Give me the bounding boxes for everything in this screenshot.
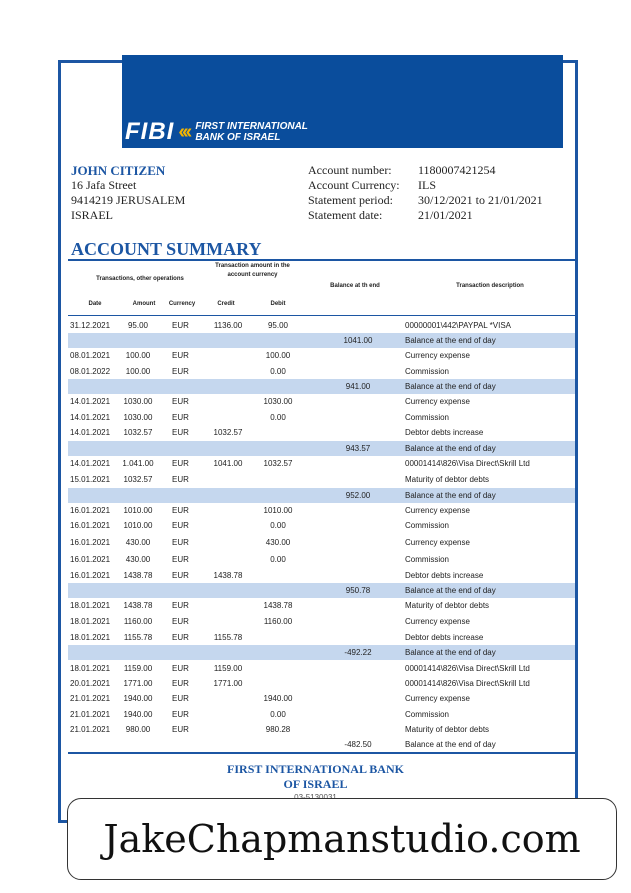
- cell-currency: EUR: [172, 601, 189, 610]
- cell-date: 08.01.2021: [70, 351, 111, 360]
- cell-desc: Debtor debts increase: [405, 571, 484, 580]
- cell-currency: EUR: [172, 538, 189, 547]
- cell-debit: 0.00: [270, 710, 286, 719]
- cell-amount: 1032.57: [123, 475, 153, 484]
- account-number-row: [308, 163, 543, 178]
- logo-name-line2: BANK OF ISRAEL: [195, 132, 281, 143]
- cell-currency: EUR: [172, 664, 189, 673]
- cell-date: 16.01.2021: [70, 555, 111, 564]
- balance-row: [68, 333, 575, 348]
- transaction-row: [68, 518, 575, 533]
- cell-amount: 430.00: [125, 555, 151, 564]
- cell-date: 14.01.2021: [70, 428, 111, 437]
- cell-debit: 0.00: [270, 555, 286, 564]
- cell-credit: 1771.00: [213, 679, 243, 688]
- cell-debit: 430.00: [265, 538, 291, 547]
- cell-date: 18.01.2021: [70, 664, 111, 673]
- header-date: Date: [88, 301, 102, 307]
- cell-currency: EUR: [172, 413, 189, 422]
- logo-wordmark: FIBI: [125, 118, 175, 145]
- cell-amount: 1160.00: [123, 617, 153, 626]
- transaction-row: [68, 503, 575, 518]
- cell-debit: 0.00: [270, 413, 286, 422]
- cell-amount: 1438.78: [123, 571, 153, 580]
- cell-amount: 1.041.00: [122, 459, 154, 468]
- cell-currency: EUR: [172, 710, 189, 719]
- cell-currency: EUR: [172, 367, 189, 376]
- account-currency: ILS: [418, 178, 436, 192]
- cell-amount: 1030.00: [123, 413, 153, 422]
- transaction-row: [68, 425, 575, 440]
- transaction-row: [68, 737, 575, 752]
- cell-amount: 1155.78: [123, 633, 153, 642]
- statement-date-label: Statement date:: [308, 208, 383, 222]
- cell-date: 21.01.2021: [70, 694, 111, 703]
- cell-date: 14.01.2021: [70, 459, 111, 468]
- cell-date: 20.01.2021: [70, 679, 111, 688]
- cell-date: 15.01.2021: [70, 475, 111, 484]
- cell-currency: EUR: [172, 397, 189, 406]
- cell-debit: 1032.57: [263, 459, 293, 468]
- cell-date: 14.01.2021: [70, 413, 111, 422]
- cell-debit: 100.00: [265, 351, 291, 360]
- summary-title: ACCOUNT SUMMARY: [71, 239, 262, 259]
- cell-desc: Currency expense: [405, 538, 470, 547]
- cell-amount: 95.00: [127, 321, 149, 330]
- cell-debit: 95.00: [267, 321, 289, 330]
- cell-currency: EUR: [172, 459, 189, 468]
- header-group-transactions: Transactions, other operations: [96, 276, 184, 282]
- cell-balance: 941.00: [345, 382, 371, 391]
- header-balance: Balance at th end: [330, 283, 380, 289]
- transaction-row: [68, 630, 575, 645]
- cell-desc: Currency expense: [405, 397, 470, 406]
- cell-amount: 100.00: [125, 367, 151, 376]
- transaction-row: [68, 348, 575, 363]
- cell-credit: 1032.57: [213, 428, 243, 437]
- cell-desc: Maturity of debtor debts: [405, 475, 490, 484]
- statement-date-row: [308, 208, 543, 223]
- cell-currency: EUR: [172, 679, 189, 688]
- cell-currency: EUR: [172, 633, 189, 642]
- cell-currency: EUR: [172, 617, 189, 626]
- cell-desc: Currency expense: [405, 351, 470, 360]
- cell-credit: 1041.00: [213, 459, 243, 468]
- logo-mark-icon: ‹‹‹: [178, 120, 190, 143]
- cell-date: 31.12.2021: [70, 321, 111, 330]
- cell-desc: Commission: [405, 413, 450, 422]
- transaction-row: [68, 364, 575, 379]
- cell-date: 14.01.2021: [70, 397, 111, 406]
- cell-desc: Maturity of debtor debts: [405, 725, 490, 734]
- transaction-row: [68, 568, 575, 583]
- cell-date: 16.01.2021: [70, 538, 111, 547]
- cell-balance: -482.50: [344, 740, 372, 749]
- header-currency: Currency: [168, 301, 196, 307]
- customer-address2: 9414219 JERUSALEM: [71, 193, 186, 207]
- cell-desc: 00001414\826\Visa Direct\Skrill Ltd: [405, 459, 530, 468]
- cell-desc: 00001414\826\Visa Direct\Skrill Ltd: [405, 679, 530, 688]
- cell-desc: Debtor debts increase: [405, 428, 484, 437]
- cell-debit: 1438.78: [263, 601, 293, 610]
- cell-currency: EUR: [172, 694, 189, 703]
- cell-credit: 1438.78: [213, 571, 243, 580]
- account-number-label: Account number:: [308, 163, 392, 177]
- balance-row: [68, 441, 575, 456]
- cell-currency: EUR: [172, 725, 189, 734]
- cell-currency: EUR: [172, 428, 189, 437]
- transaction-row: [68, 722, 575, 737]
- balance-row: [68, 645, 575, 660]
- table-end-rule: [68, 752, 575, 754]
- cell-debit: 1160.00: [263, 617, 293, 626]
- account-info: [308, 163, 543, 223]
- balance-row: [68, 583, 575, 598]
- cell-balance: 943.57: [345, 444, 371, 453]
- cell-amount: 1940.00: [123, 694, 153, 703]
- cell-debit: 0.00: [270, 521, 286, 530]
- customer-block: [71, 163, 185, 223]
- cell-amount: 1159.00: [123, 664, 153, 673]
- cell-debit: 1010.00: [263, 506, 293, 515]
- cell-date: 16.01.2021: [70, 571, 111, 580]
- transaction-row: [68, 691, 575, 706]
- header-credit: Credit: [217, 301, 235, 307]
- transaction-row: [68, 535, 575, 550]
- cell-desc: Balance at the end of day: [405, 491, 496, 500]
- customer-country: ISRAEL: [71, 208, 113, 222]
- cell-amount: 1032.57: [123, 428, 153, 437]
- cell-date: 18.01.2021: [70, 601, 111, 610]
- cell-date: 08.01.2022: [70, 367, 111, 376]
- cell-balance: 952.00: [345, 491, 371, 500]
- transaction-row: [68, 456, 575, 471]
- cell-desc: Commission: [405, 555, 450, 564]
- header-group-amount: Transaction amount in the account currency: [215, 263, 290, 278]
- transaction-row: [68, 661, 575, 676]
- cell-date: 16.01.2021: [70, 521, 111, 530]
- cell-desc: Balance at the end of day: [405, 648, 496, 657]
- cell-desc: Currency expense: [405, 506, 470, 515]
- cell-desc: Balance at the end of day: [405, 382, 496, 391]
- cell-amount: 1010.00: [123, 521, 153, 530]
- cell-currency: EUR: [172, 321, 189, 330]
- cell-debit: 1940.00: [263, 694, 293, 703]
- cell-amount: 1771.00: [123, 679, 153, 688]
- cell-date: 21.01.2021: [70, 710, 111, 719]
- cell-credit: 1136.00: [213, 321, 243, 330]
- header-description: Transaction description: [456, 283, 524, 289]
- cell-currency: EUR: [172, 475, 189, 484]
- cell-credit: 1159.00: [213, 664, 243, 673]
- balance-row: [68, 488, 575, 503]
- cell-currency: EUR: [172, 555, 189, 564]
- statement-period-row: [308, 193, 543, 208]
- summary-rule: [68, 259, 575, 261]
- cell-amount: 1030.00: [123, 397, 153, 406]
- cell-currency: EUR: [172, 351, 189, 360]
- transaction-row: [68, 318, 575, 333]
- cell-desc: Commission: [405, 710, 450, 719]
- header-rule: [68, 315, 575, 316]
- cell-date: 18.01.2021: [70, 617, 111, 626]
- account-currency-row: [308, 178, 543, 193]
- account-number: 1180007421254: [418, 163, 496, 177]
- customer-name: JOHN CITIZEN: [71, 163, 166, 178]
- cell-currency: EUR: [172, 506, 189, 515]
- cell-amount: 430.00: [125, 538, 151, 547]
- statement-period-label: Statement period:: [308, 193, 393, 207]
- cell-amount: 1010.00: [123, 506, 153, 515]
- transaction-row: [68, 552, 575, 567]
- cell-date: 16.01.2021: [70, 506, 111, 515]
- cell-debit: 0.00: [270, 367, 286, 376]
- cell-balance: 1041.00: [343, 336, 373, 345]
- statement-period: 30/12/2021 to 21/01/2021: [418, 193, 543, 207]
- transaction-row: [68, 676, 575, 691]
- cell-date: 18.01.2021: [70, 633, 111, 642]
- cell-amount: 1438.78: [123, 601, 153, 610]
- cell-desc: 00000001\442\PAYPAL *VISA: [405, 321, 512, 330]
- cell-desc: Balance at the end of day: [405, 336, 496, 345]
- header-amount: Amount: [132, 301, 156, 307]
- cell-balance: -492.22: [344, 648, 372, 657]
- cell-desc: 00001414\826\Visa Direct\Skrill Ltd: [405, 664, 530, 673]
- transaction-row: [68, 598, 575, 613]
- customer-address1: 16 Jafa Street: [71, 178, 137, 192]
- cell-amount: 980.00: [125, 725, 151, 734]
- cell-desc: Commission: [405, 367, 450, 376]
- cell-debit: 1030.00: [263, 397, 293, 406]
- cell-desc: Currency expense: [405, 617, 470, 626]
- cell-amount: 1940.00: [123, 710, 153, 719]
- cell-currency: EUR: [172, 521, 189, 530]
- cell-desc: Maturity of debtor debts: [405, 601, 490, 610]
- balance-row: [68, 379, 575, 394]
- bank-logo: [125, 118, 308, 146]
- cell-amount: 100.00: [125, 351, 151, 360]
- footer-bank-line2: OF ISRAEL: [283, 777, 348, 791]
- transaction-row: [68, 614, 575, 629]
- cell-date: 21.01.2021: [70, 725, 111, 734]
- transaction-row: [68, 472, 575, 487]
- cell-desc: Balance at the end of day: [405, 740, 496, 749]
- cell-currency: EUR: [172, 571, 189, 580]
- cell-desc: Commission: [405, 521, 450, 530]
- footer-bank-line1: FIRST INTERNATIONAL BANK: [227, 762, 404, 776]
- cell-desc: Balance at the end of day: [405, 586, 496, 595]
- transaction-row: [68, 410, 575, 425]
- account-currency-label: Account Currency:: [308, 178, 400, 192]
- cell-desc: Balance at the end of day: [405, 444, 496, 453]
- statement-date: 21/01/2021: [418, 208, 473, 222]
- logo-bank-name: [195, 121, 308, 143]
- transaction-row: [68, 394, 575, 409]
- cell-desc: Currency expense: [405, 694, 470, 703]
- cell-debit: 980.28: [265, 725, 291, 734]
- cell-balance: 950.78: [345, 586, 371, 595]
- logo-name-line1: FIRST INTERNATIONAL: [195, 121, 308, 132]
- transaction-row: [68, 707, 575, 722]
- header-debit: Debit: [270, 301, 286, 307]
- cell-desc: Debtor debts increase: [405, 633, 484, 642]
- cell-credit: 1155.78: [213, 633, 243, 642]
- watermark-banner: JakeChapmanstudio.com: [67, 798, 617, 880]
